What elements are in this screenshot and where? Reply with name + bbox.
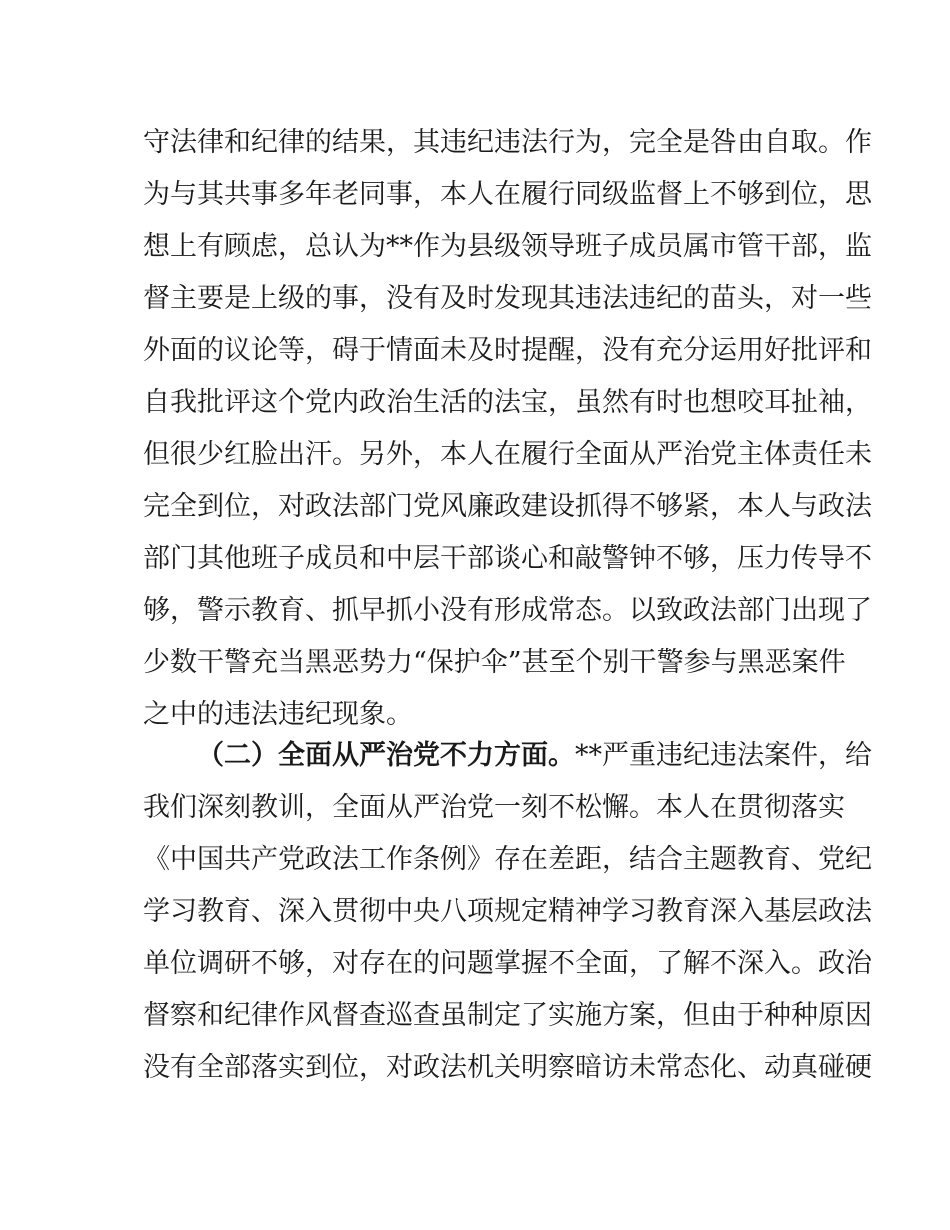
paragraph-2-line: 督察和纪律作风督查巡查虽制定了实施方案，但由于种种原因 <box>143 1000 872 1031</box>
paragraph-1-line: 外面的议论等，碍于情面未及时提醒，没有充分运用好批评和 <box>143 335 872 366</box>
paragraph-2-first-line-text: **严重违纪违法案件，给 <box>575 740 872 771</box>
paragraph-1-line: 自我批评这个党内政治生活的法宝，虽然有时也想咬耳扯袖， <box>143 387 872 418</box>
paragraph-1-line: 为与其共事多年老同事，本人在履行同级监督上不够到位，思 <box>143 179 872 210</box>
paragraph-1-line: 少数干警充当黑恶势力“保护伞”甚至个别干警参与黑恶案件 <box>143 647 846 678</box>
paragraph-2-line: 学习教育、深入贯彻中央八项规定精神学习教育深入基层政法 <box>143 896 872 927</box>
paragraph-1-line: 之中的违法违纪现象。 <box>143 699 413 730</box>
paragraph-1-line: 想上有顾虑，总认为**作为县级领导班子成员属市管干部，监 <box>143 231 872 262</box>
paragraph-1-line: 够，警示教育、抓早抓小没有形成常态。以致政法部门出现了 <box>143 595 872 626</box>
paragraph-1-line: 守法律和纪律的结果，其违纪违法行为，完全是咎由自取。作 <box>143 127 872 158</box>
paragraph-2-line: 没有全部落实到位，对政法机关明察暗访未常态化、动真碰硬 <box>143 1052 872 1083</box>
paragraph-1-line: 督主要是上级的事，没有及时发现其违法违纪的苗头，对一些 <box>143 283 872 314</box>
paragraph-1-line: 但很少红脸出汗。另外，本人在履行全面从严治党主体责任未 <box>143 439 872 470</box>
paragraph-2-first-line <box>197 730 872 782</box>
section-heading: （二）全面从严治党不力方面。 <box>197 740 575 771</box>
paragraph-2-line: 我们深刻教训，全面从严治党一刻不松懈。本人在贯彻落实 <box>143 792 845 823</box>
paragraph-1-line: 完全到位，对政法部门党风廉政建设抓得不够紧，本人与政法 <box>143 491 872 522</box>
paragraph-2-line: 单位调研不够，对存在的问题掌握不全面，了解不深入。政治 <box>143 948 872 979</box>
paragraph-1-line: 部门其他班子成员和中层干部谈心和敲警钟不够，压力传导不 <box>143 543 872 574</box>
paragraph-2-line: 《中国共产党政法工作条例》存在差距，结合主题教育、党纪 <box>143 844 872 875</box>
